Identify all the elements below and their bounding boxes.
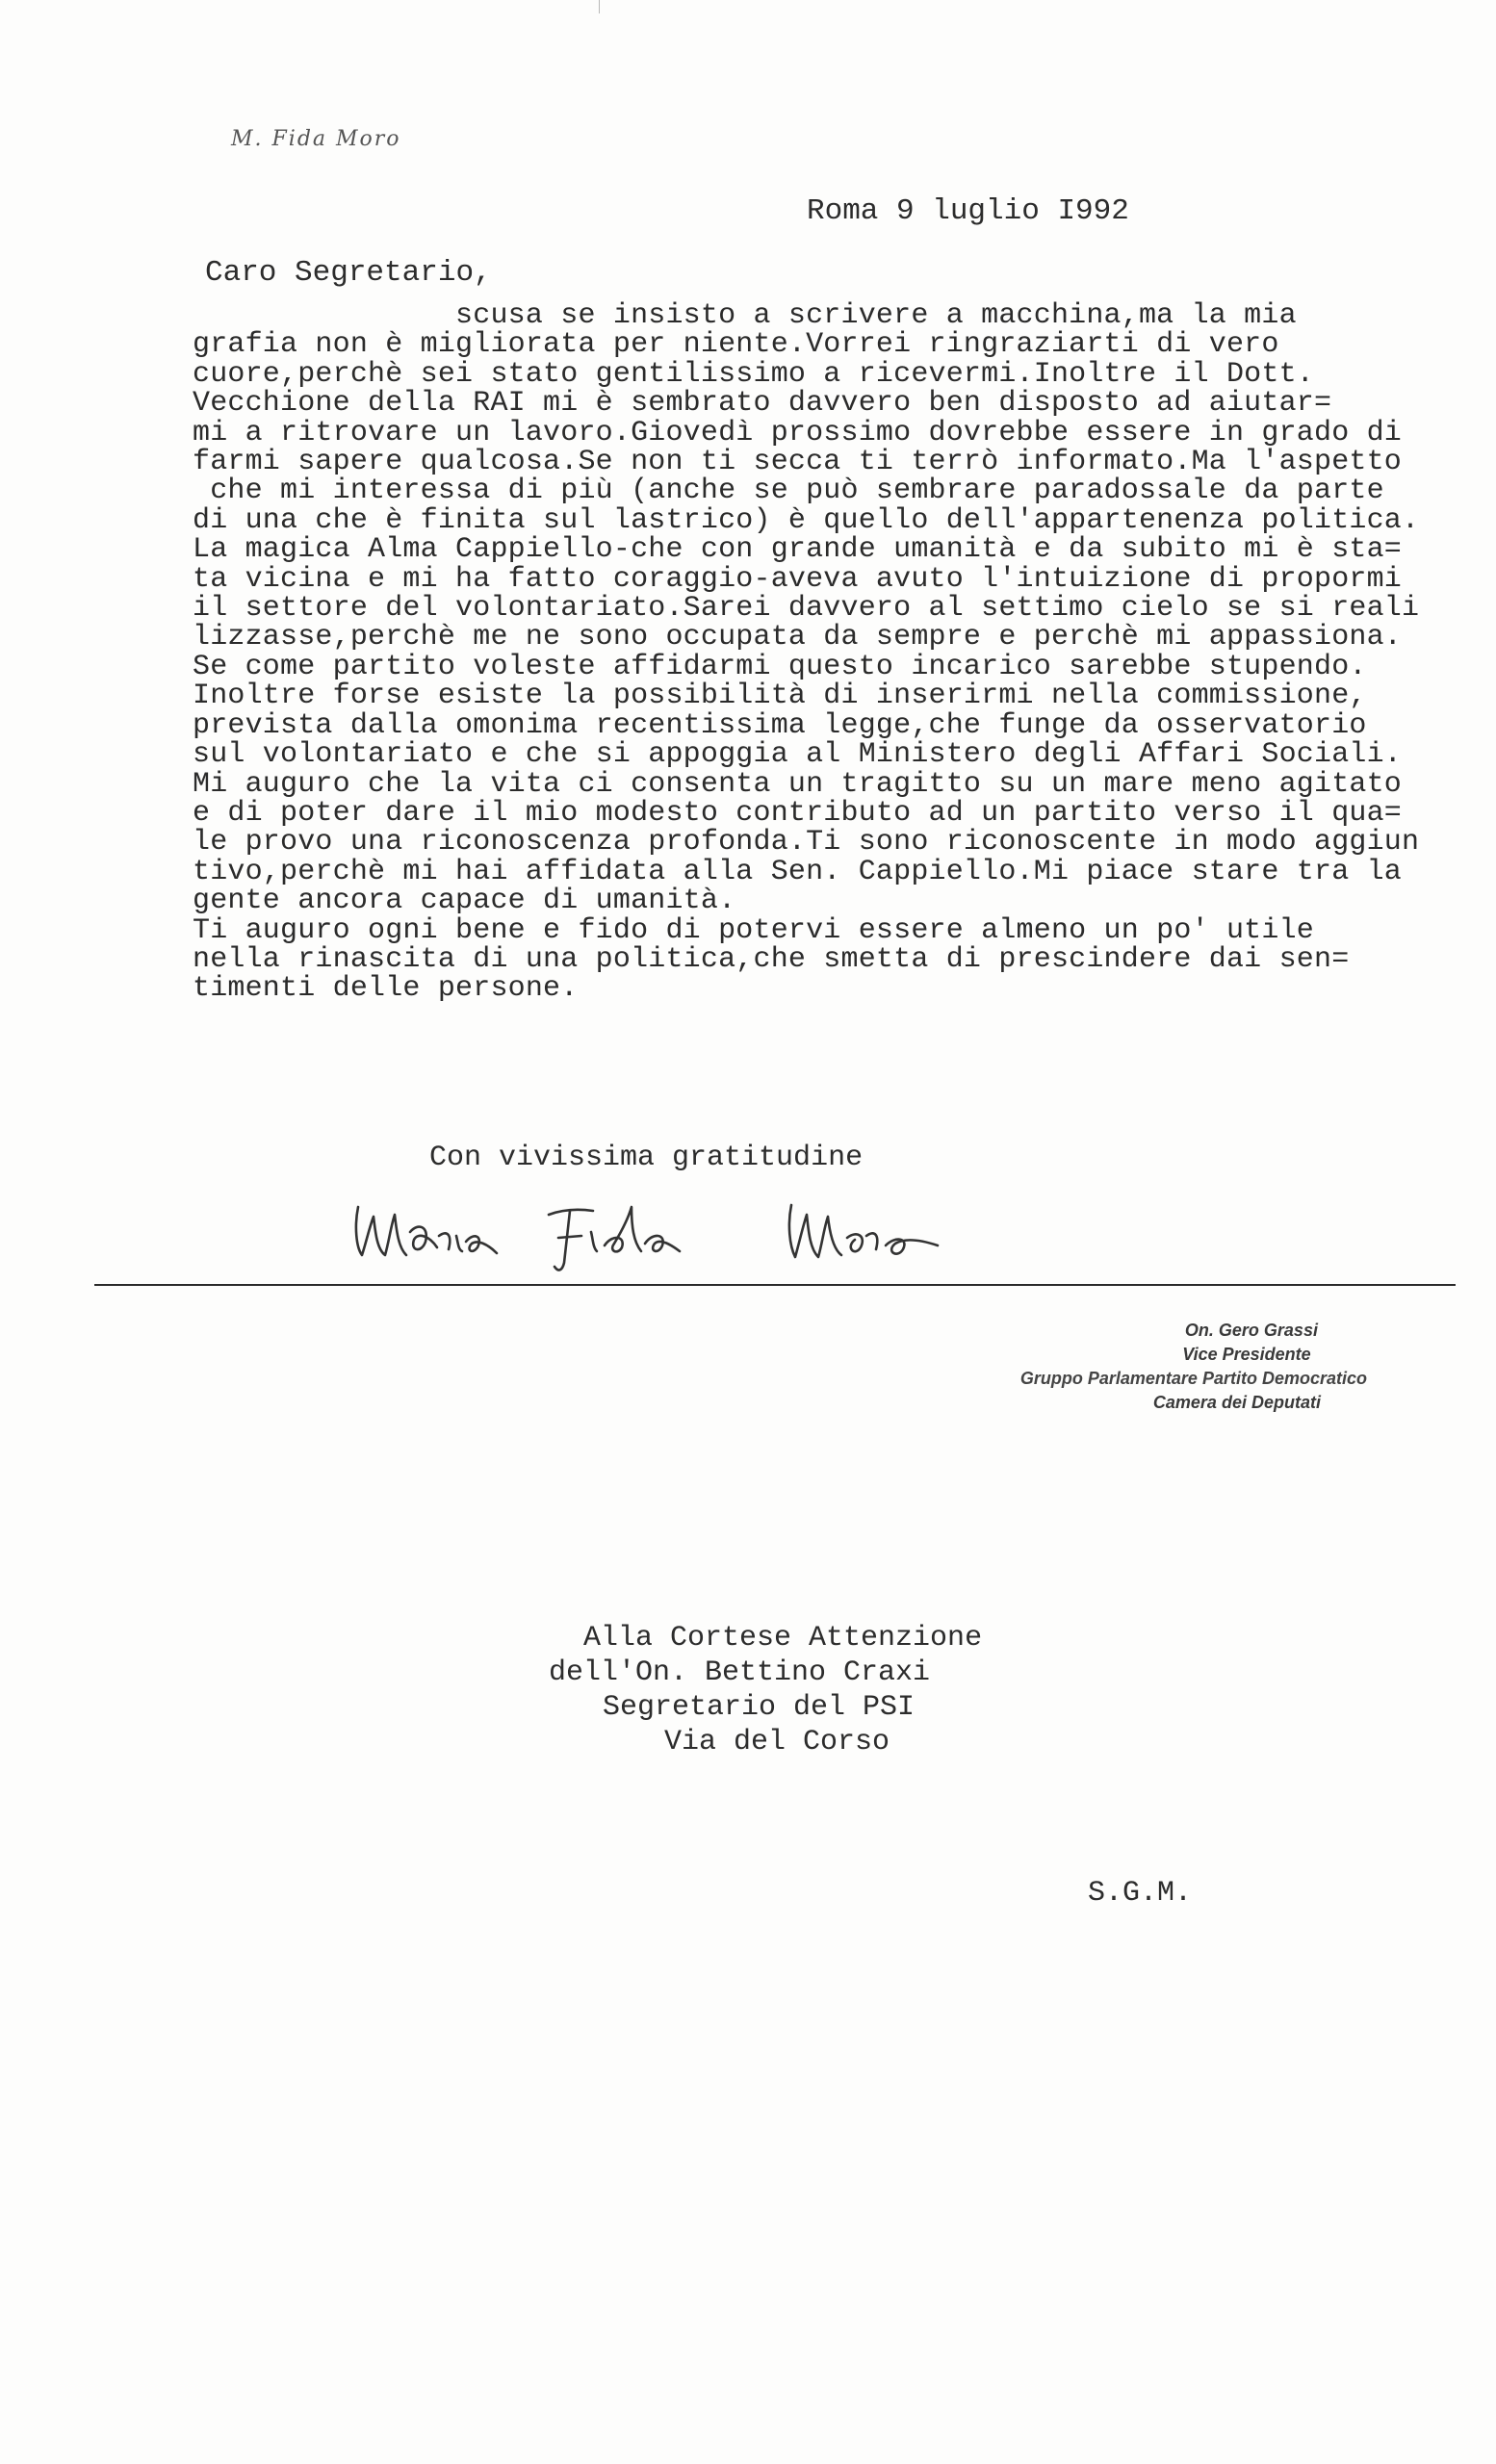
body-line: grafia non è migliorata per niente.Vorrei ringraziarti di vero [193,328,1279,362]
body-line: Se come partito voleste affidarmi questo incarico sarebbe stupendo. [193,650,1367,683]
body-line: di una che è finita sul lastrico) è quello dell'appartenenza politica. [193,503,1420,537]
scan-tick-mark [599,0,600,13]
body-line: Mi auguro che la vita ci consenta un tragitto su un mare meno agitato [193,767,1403,801]
body-line: lizzasse,perchè me ne sono occupata da sempre e perchè mi appassiona. [193,621,1403,654]
addressee-line: Alla Cortese Attenzione [583,1622,983,1655]
body-line: prevista dalla omonima recentissima legge,che funge da osservatorio [193,708,1367,742]
body-line: farmi sapere qualcosa.Se non ti secca ti terrò informato.Ma l'aspetto [193,446,1403,479]
body-line: gente ancora capace di umanità. [193,885,736,918]
body-line: Ti auguro ogni bene e fido di potervi essere almeno un po' utile [193,913,1314,947]
body-line: tivo,perchè mi hai affidata alla Sen. Cappiello.Mi piace stare tra la [193,855,1403,888]
reference-initials: S.G.M. [1088,1877,1193,1910]
addressee-line: Via del Corso [664,1726,890,1758]
addressee-line: Segretario del PSI [603,1691,916,1724]
body-line: cuore,perchè sei stato gentilissimo a ricevermi.Inoltre il Dott. [193,357,1314,391]
office-stamp [1020,1319,1367,1415]
body-line: nella rinascita di una politica,che smetta di prescindere dai sen= [193,942,1350,976]
body-line: che mi interessa di più (anche se può sembrare paradossale da parte [193,475,1384,508]
body-line: timenti delle persone. [193,972,579,1006]
closing-line: Con vivissima gratitudine [429,1142,864,1174]
body-line: e di poter dare il mio modesto contributo ad un partito verso il qua= [193,796,1403,830]
addressee-block [549,1621,982,1759]
addressee-line: dell'On. Bettino Craxi [549,1656,931,1689]
body-line: sul volontariato e che si appoggia al Ministero degli Affari Sociali. [193,738,1403,772]
body-line: Vecchione della RAI mi è sembrato davvero ben disposto ad aiutar= [193,387,1332,421]
body-line: Inoltre forse esiste la possibilità di inserirmi nella commissione, [193,680,1367,713]
body-line: La magica Alma Cappiello-che con grande umanità e da subito mi è sta= [193,533,1403,567]
handwritten-signature [347,1188,1001,1279]
signature-icon [347,1188,1001,1274]
stamp-group: Gruppo Parlamentare Partito Democratico [1019,1369,1367,1388]
letterhead: M. Fida Moro [231,127,401,151]
divider-rule [94,1284,1456,1286]
letter-date: Roma 9 luglio I992 [807,194,1129,228]
body-line: le provo una riconoscenza profonda.Ti sono riconoscente in modo aggiun [193,826,1420,860]
body-line: mi a ritrovare un lavoro.Giovedì prossimo dovrebbe essere in grado di [193,416,1403,449]
stamp-chamber: Camera dei Deputati [1152,1393,1321,1412]
salutation: Caro Segretario, [205,256,492,290]
stamp-role: Vice Presidente [1182,1345,1311,1364]
stamp-name: On. Gero Grassi [1184,1321,1318,1340]
body-line: ta vicina e mi ha fatto coraggio-aveva avuto l'intuizione di propormi [193,562,1403,596]
body-line: scusa se insisto a scrivere a macchina,ma la mia [193,299,1297,332]
letter-body [193,301,1454,1004]
body-line: il settore del volontariato.Sarei davvero al settimo cielo se si reali [193,592,1420,626]
